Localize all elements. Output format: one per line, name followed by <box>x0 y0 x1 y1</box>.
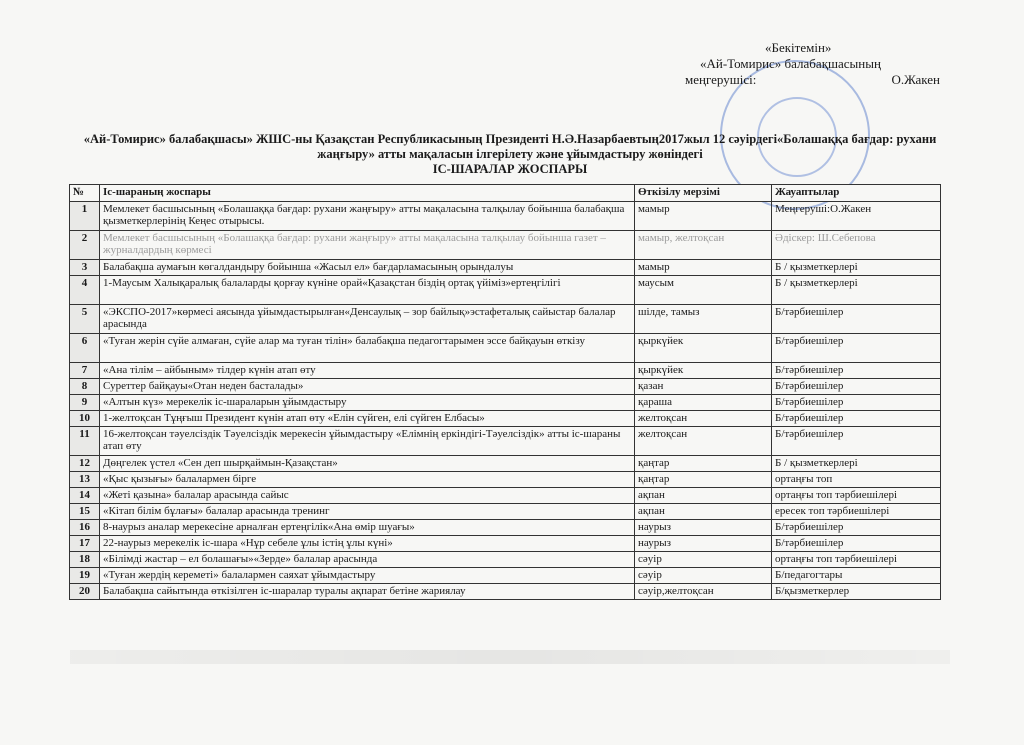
table-row <box>70 395 941 411</box>
table-row <box>70 231 941 260</box>
row-date: мамыр <box>635 202 772 231</box>
row-date: желтоқсан <box>635 411 772 427</box>
table-row <box>70 363 941 379</box>
row-date: шілде, тамыз <box>635 305 772 334</box>
row-activity: 22-наурыз мерекелік іс-шара «Нұр себеле ұлы істің ұлы күні» <box>100 536 635 552</box>
row-number: 14 <box>70 488 100 504</box>
approval-organization: «Ай-Томирис» балабақшасының <box>700 56 881 71</box>
row-responsible: Б/қызметкерлер <box>772 584 941 600</box>
row-date: қазан <box>635 379 772 395</box>
table-row <box>70 411 941 427</box>
row-responsible: ортаңғы топ тәрбиешілері <box>772 488 941 504</box>
row-responsible: Б/педагогтары <box>772 568 941 584</box>
row-number: 8 <box>70 379 100 395</box>
row-date: ақпан <box>635 488 772 504</box>
row-date: қаңтар <box>635 456 772 472</box>
row-responsible: Б/тәрбиешілер <box>772 395 941 411</box>
row-number: 16 <box>70 520 100 536</box>
row-date: ақпан <box>635 504 772 520</box>
row-activity: 1-Маусым Халықаралық балаларды қорғау күніне орай«Қазақстан біздің ортақ үйіміз»ертеңгілігі <box>100 276 635 305</box>
row-responsible: Б / қызметкерлері <box>772 456 941 472</box>
row-activity: 8-наурыз аналар мерекесіне арналған ертеңгілік«Ана өмір шуағы» <box>100 520 635 536</box>
table-row <box>70 379 941 395</box>
table-row <box>70 202 941 231</box>
row-number: 1 <box>70 202 100 231</box>
row-activity: Мемлекет басшысының «Болашаққа бағдар: рухани жаңғыру» атты мақаласына талқылау бойынша балабақша қызметкерлерінің Кеңес отырысы. <box>100 202 635 231</box>
row-responsible: Б/тәрбиешілер <box>772 363 941 379</box>
row-number: 5 <box>70 305 100 334</box>
table-row <box>70 276 941 305</box>
table-row <box>70 584 941 600</box>
header-date: Өткізілу мерзімі <box>635 185 772 202</box>
row-date: қыркүйек <box>635 334 772 363</box>
approval-name: О.Жакен <box>891 72 940 87</box>
table-row <box>70 504 941 520</box>
title-line-1: «Ай-Томирис» балабақшасы» ЖШС-ны Қазақстан Республикасының Президенті Н.Ә.Назарбаевтың2017жыл 12 сәуірдегі«Болашаққа бағдар: рухани <box>83 132 937 146</box>
row-date: мамыр, желтоқсан <box>635 231 772 260</box>
scan-artifact <box>70 650 950 664</box>
table-row <box>70 427 941 456</box>
row-number: 7 <box>70 363 100 379</box>
row-activity: «ЭКСПО-2017»көрмесі аясында ұйымдастырылған«Денсаулық – зор байлық»эстафеталық сайыстар балалар арасында <box>100 305 635 334</box>
approval-block <box>680 40 980 88</box>
row-number: 3 <box>70 260 100 276</box>
table-row <box>70 334 941 363</box>
row-number: 6 <box>70 334 100 363</box>
row-date: наурыз <box>635 536 772 552</box>
row-responsible: Б/тәрбиешілер <box>772 305 941 334</box>
row-responsible: Б/тәрбиешілер <box>772 411 941 427</box>
row-activity: Мемлекет басшысының «Болашаққа бағдар: рухани жаңғыру» атты мақаласына талқылау бойынша газет – журналдардың көрмесі <box>100 231 635 260</box>
row-number: 10 <box>70 411 100 427</box>
row-responsible: ортаңғы топ тәрбиешілері <box>772 552 941 568</box>
title-line-2: жаңғыру» атты мақаласын ілгерілету және ұйымдастыру жөніндегі <box>317 147 703 161</box>
row-activity: 1-желтоқсан Тұңғыш Президент күнін атап өту «Елін сүйген, елі сүйген Елбасы» <box>100 411 635 427</box>
table-row <box>70 552 941 568</box>
row-responsible: Б/тәрбиешілер <box>772 334 941 363</box>
row-responsible: Б/тәрбиешілер <box>772 520 941 536</box>
row-activity: «Алтын күз» мерекелік іс-шараларын ұйымдастыру <box>100 395 635 411</box>
events-plan-table <box>69 184 941 600</box>
row-number: 11 <box>70 427 100 456</box>
row-number: 17 <box>70 536 100 552</box>
row-responsible: Б/тәрбиешілер <box>772 427 941 456</box>
row-activity: «Туған жерін сүйе алмаған, сүйе алар ма туған тілін» балабақша педагогтарымен эссе байқауын өткізу <box>100 334 635 363</box>
table-row <box>70 472 941 488</box>
table-row <box>70 456 941 472</box>
row-date: қыркүйек <box>635 363 772 379</box>
row-activity: «Кітап білім бұлағы» балалар арасында тренинг <box>100 504 635 520</box>
header-activity: Іс-шараның жоспары <box>100 185 635 202</box>
row-date: қаңтар <box>635 472 772 488</box>
row-date: сәуір <box>635 552 772 568</box>
row-number: 15 <box>70 504 100 520</box>
table-row <box>70 260 941 276</box>
row-responsible: Б / қызметкерлері <box>772 260 941 276</box>
row-number: 13 <box>70 472 100 488</box>
row-activity: «Жеті қазына» балалар арасында сайыс <box>100 488 635 504</box>
row-number: 2 <box>70 231 100 260</box>
row-responsible: Меңгеруші:О.Жакен <box>772 202 941 231</box>
approval-heading: «Бекітемін» <box>765 40 832 55</box>
row-activity: Балабақша аумағын көгалдандыру бойынша «Жасыл ел» бағдарламасының орындалуы <box>100 260 635 276</box>
row-activity: «Туған жердің кереметі» балалармен саяхат ұйымдастыру <box>100 568 635 584</box>
row-activity: «Ана тілім – айбыным» тілдер күнін атап өту <box>100 363 635 379</box>
row-date: сәуір,желтоқсан <box>635 584 772 600</box>
row-activity: Суреттер байқауы«Отан неден басталады» <box>100 379 635 395</box>
row-activity: «Қыс қызығы» балалармен бірге <box>100 472 635 488</box>
header-responsible: Жауаптылар <box>772 185 941 202</box>
row-date: мамыр <box>635 260 772 276</box>
table-header-row <box>70 185 941 202</box>
row-responsible: ересек топ тәрбиешілері <box>772 504 941 520</box>
row-number: 20 <box>70 584 100 600</box>
row-number: 12 <box>70 456 100 472</box>
row-number: 19 <box>70 568 100 584</box>
document-title <box>60 132 960 177</box>
row-responsible: ортаңғы топ <box>772 472 941 488</box>
row-responsible: Б/тәрбиешілер <box>772 536 941 552</box>
row-date: маусым <box>635 276 772 305</box>
row-responsible: Б / қызметкерлері <box>772 276 941 305</box>
row-activity: «Білімді жастар – ел болашағы»«Зерде» балалар арасында <box>100 552 635 568</box>
table-row <box>70 488 941 504</box>
row-date: сәуір <box>635 568 772 584</box>
row-activity: Балабақша сайытында өткізілген іс-шаралар туралы ақпарат бетіне жариялау <box>100 584 635 600</box>
row-activity: Дөңгелек үстел «Сен деп шырқаймын-Қазақстан» <box>100 456 635 472</box>
table-row <box>70 305 941 334</box>
row-date: қараша <box>635 395 772 411</box>
approval-signature-line <box>680 72 980 88</box>
row-date: наурыз <box>635 520 772 536</box>
approval-position: меңгерушісі: <box>685 72 757 87</box>
row-number: 9 <box>70 395 100 411</box>
row-number: 4 <box>70 276 100 305</box>
table-row <box>70 520 941 536</box>
table-row <box>70 536 941 552</box>
row-responsible: Б/тәрбиешілер <box>772 379 941 395</box>
header-number: № <box>70 185 100 202</box>
row-number: 18 <box>70 552 100 568</box>
row-responsible: Әдіскер: Ш.Себепова <box>772 231 941 260</box>
row-activity: 16-желтоқсан тәуелсіздік Тәуелсіздік мерекесін ұйымдастыру «Елімнің еркіндігі-Тәуелсіздік» атты іс-шараны атап өту <box>100 427 635 456</box>
row-date: желтоқсан <box>635 427 772 456</box>
title-line-3: ІС-ШАРАЛАР ЖОСПАРЫ <box>432 162 588 176</box>
table-row <box>70 568 941 584</box>
